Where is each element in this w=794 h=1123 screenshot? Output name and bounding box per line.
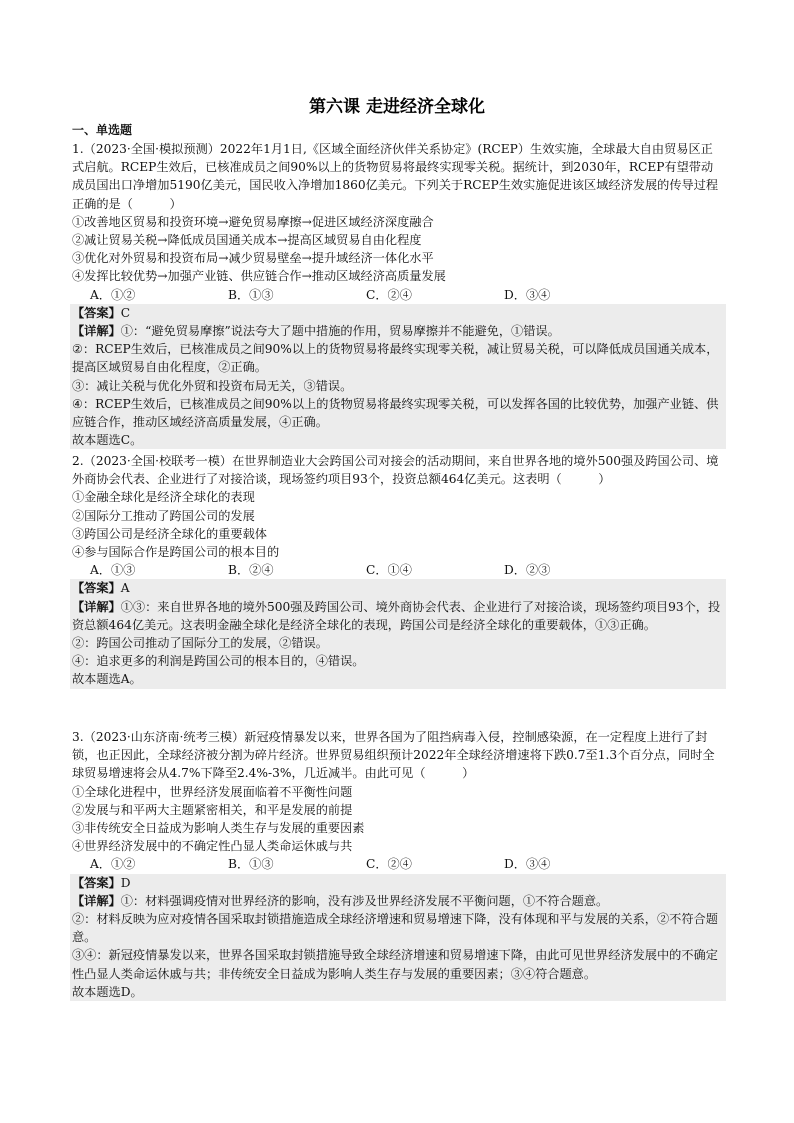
choice-item: ①改善地区贸易和投资环境→避免贸易摩擦→促进区域经济深度融合 [72,214,434,229]
detail-text: ①：材料强调疫情对世界经济的影响，没有涉及世界经济发展不平衡问题，①不符合题意。 [120,893,609,908]
choice-item: ③优化对外贸易和投资布局→减少贸易壁垒→提升域经济一体化水平 [72,251,434,266]
option-d: D．③④ [504,287,551,302]
detail-text: ①：“避免贸易摩擦”说法夸大了题中措施的作用，贸易摩擦并不能避免，①错误。 [120,324,560,339]
detail-text: ②：跨国公司推动了国际分工的发展，②错误。 [72,636,328,651]
page-title: 第六课 走进经济全球化 [309,97,485,117]
choice-item: ④发挥比较优势→加强产业链、供应链合作→推动区域经济高质量发展 [72,269,446,284]
answer-value: A [120,581,130,596]
detail-conclusion: 故本题选A。 [72,672,142,687]
detail-text: ④：追求更多的利润是跨国公司的根本目的，④错误。 [72,654,365,669]
choice-item: ④世界经济发展中的不确定性凸显人类命运休戚与共 [72,839,353,854]
option-c: C．①④ [366,563,412,578]
option-d: D．③④ [504,857,551,872]
option-c: C．②④ [366,287,412,302]
question-1 [72,140,724,449]
answer-options [72,286,724,304]
option-b: B．①③ [228,287,274,302]
option-a: A．①③ [90,563,136,578]
answer-label: 【答案】 [72,305,121,320]
answer-options [72,855,724,873]
question-stem: 3.（2023·山东济南·统考三模）新冠疫情暴发以来，世界各国为了阻挡病毒入侵，控制感染源，在一定程度上进行了封锁，也正因此，全球经济被分割为碎片经济。世界贸易组织预计2022年全球经济增速将下跌0.7至1.3个百分点，同时全球贸易增速将会从4.7%下降至2.4%-3%，几近减半。由此可见（ ） [72,730,715,781]
detail-conclusion: 故本题选C。 [72,433,143,448]
option-a: A．①② [90,287,136,302]
option-b: B．②④ [228,563,274,578]
detail-text: ①③：来自世界各地的境外500强及跨国公司、境外商协会代表、企业进行了对接洽谈，现场签约项目93个，投资总额464亿美元。这表明金融全球化是经济全球化的表现，跨国公司是经济全球化的重要载体，①③正确。 [72,599,721,632]
option-d: D．②③ [504,563,551,578]
detail-text: ④：RCEP生效后，已核准成员之间90%以上的货物贸易将最终实现零关税，可以发挥各国的比较优势，加强产业链、供应链合作，推动区域经济高质量发展，④正确。 [72,396,719,430]
detail-line [72,322,724,340]
choice-item: ③非传统安全日益成为影响人类生存与发展的重要因素 [72,821,365,836]
choice-item: ②减让贸易关税→降低成员国通关成本→提高区域贸易自由化程度 [72,233,422,248]
section-heading: 一、单选题 [72,123,133,137]
choice-item: ①金融全球化是经济全球化的表现 [72,490,255,505]
detail-text: ③：减让关税与优化外贸和投资布局无关，③错误。 [72,378,353,393]
detail-line [72,598,724,634]
answer-label: 【答案】 [72,581,121,596]
answer-block [70,579,726,688]
choice-item: ②国际分工推动了跨国公司的发展 [72,508,255,523]
detail-label: 【详解】 [72,599,121,614]
question-stem: 1.（2023·全国·模拟预测）2022年1月1日,《区域全面经济伙伴关系协定》(RCEP）生效实施，全球最大自由贸易区正式启航。RCEP生效后，已核准成员之间90%以上的货物贸易将最终实现零关税。据统计，到2030年，RCEP有望带动成员国出口净增加5190亿美元，国民收入净增加1860亿美元。下列关于RCEP生效实施促进该区域经济发展的传导过程正确的是（ ） [72,142,719,211]
detail-text: ②：材料反映为应对疫情各国采取封锁措施造成全球经济增速和贸易增速下降，没有体现和平与发展的关系，②不符合题意。 [72,912,718,945]
question-2 [72,452,724,689]
detail-text: ②：RCEP生效后，已核准成员之间90%以上的货物贸易将最终实现零关税，减让贸易关税，可以降低成员国通关成本，提高区域贸易自由化程度，②正确。 [72,342,719,375]
option-a: A．①② [90,857,136,872]
choice-item: ④参与国际合作是跨国公司的根本目的 [72,545,280,560]
question-3 [72,728,724,1001]
answer-block [70,874,726,1001]
option-b: B．①③ [228,857,274,872]
answer-label: 【答案】 [72,875,121,890]
question-stem: 2.（2023·全国·校联考一模）在世界制造业大会跨国公司对接会的活动期间，来自世界各地的境外500强及跨国公司、境外商协会代表、企业进行了对接洽谈，现场签约项目93个，投资总额464亿美元。这表明（ ） [72,454,719,487]
answer-value: C [120,305,131,320]
answer-line [72,874,724,892]
detail-line [72,892,724,910]
answer-options [72,561,724,579]
option-c: C．②④ [366,857,412,872]
answer-line [72,579,724,597]
choice-item: ③跨国公司是经济全球化的重要载体 [72,526,267,541]
choice-item: ①全球化进程中，世界经济发展面临着不平衡性问题 [72,784,353,799]
detail-label: 【详解】 [72,893,121,908]
answer-line [72,304,724,322]
detail-label: 【详解】 [72,324,121,339]
choice-item: ②发展与和平两大主题紧密相关，和平是发展的前提 [72,802,353,817]
detail-text: ③④：新冠疫情暴发以来，世界各国采取封锁措施导致全球经济增速和贸易增速下降，由此可见世界经济发展中的不确定性凸显人类命运休戚与共；非传统安全日益成为影响人类生存与发展的重要因素；③④符合题意。 [72,948,718,981]
answer-block [70,304,726,450]
answer-value: D [120,875,131,890]
detail-conclusion: 故本题选D。 [72,984,143,999]
